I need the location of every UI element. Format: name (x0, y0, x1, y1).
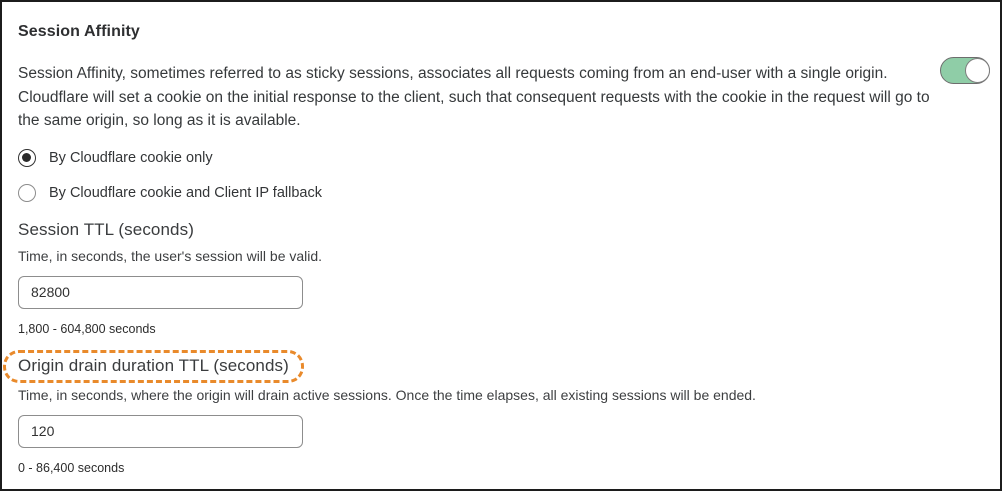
radio-button-icon[interactable] (18, 184, 36, 202)
session-ttl-label: Session TTL (seconds) (18, 219, 194, 239)
toggle-knob-icon (965, 58, 990, 83)
origin-drain-help: Time, in seconds, where the origin will drain active sessions. Once the time elapses, all existing sessions will be ended. (18, 386, 756, 403)
radio-option-label: By Cloudflare cookie and Client IP fallback (49, 184, 322, 201)
origin-drain-label: Origin drain duration TTL (seconds) (18, 355, 289, 375)
origin-drain-range-hint: 0 - 86,400 seconds (18, 460, 125, 475)
origin-drain-label-annotation (3, 350, 304, 383)
origin-drain-input[interactable] (18, 415, 303, 448)
session-ttl-range-hint: 1,800 - 604,800 seconds (18, 321, 156, 336)
session-affinity-description: Session Affinity, sometimes referred to as sticky sessions, associates all requests coming from an end-user with a single origin. Cloudflare will set a cookie on the initial response to the client, such that consequent requests with the cookie in the request will go to the same origin, so long as it is available. (18, 65, 930, 129)
radio-option-cookie-and-ip[interactable] (18, 183, 984, 203)
radio-option-cookie-only[interactable] (18, 148, 984, 168)
session-affinity-toggle[interactable] (940, 57, 990, 84)
radio-option-label: By Cloudflare cookie only (49, 149, 213, 166)
page-title: Session Affinity (18, 23, 140, 40)
affinity-mode-radio-group (18, 148, 984, 203)
session-ttl-help: Time, in seconds, the user's session will be valid. (18, 247, 323, 264)
radio-button-icon[interactable] (18, 149, 36, 167)
session-ttl-input[interactable] (18, 276, 303, 309)
